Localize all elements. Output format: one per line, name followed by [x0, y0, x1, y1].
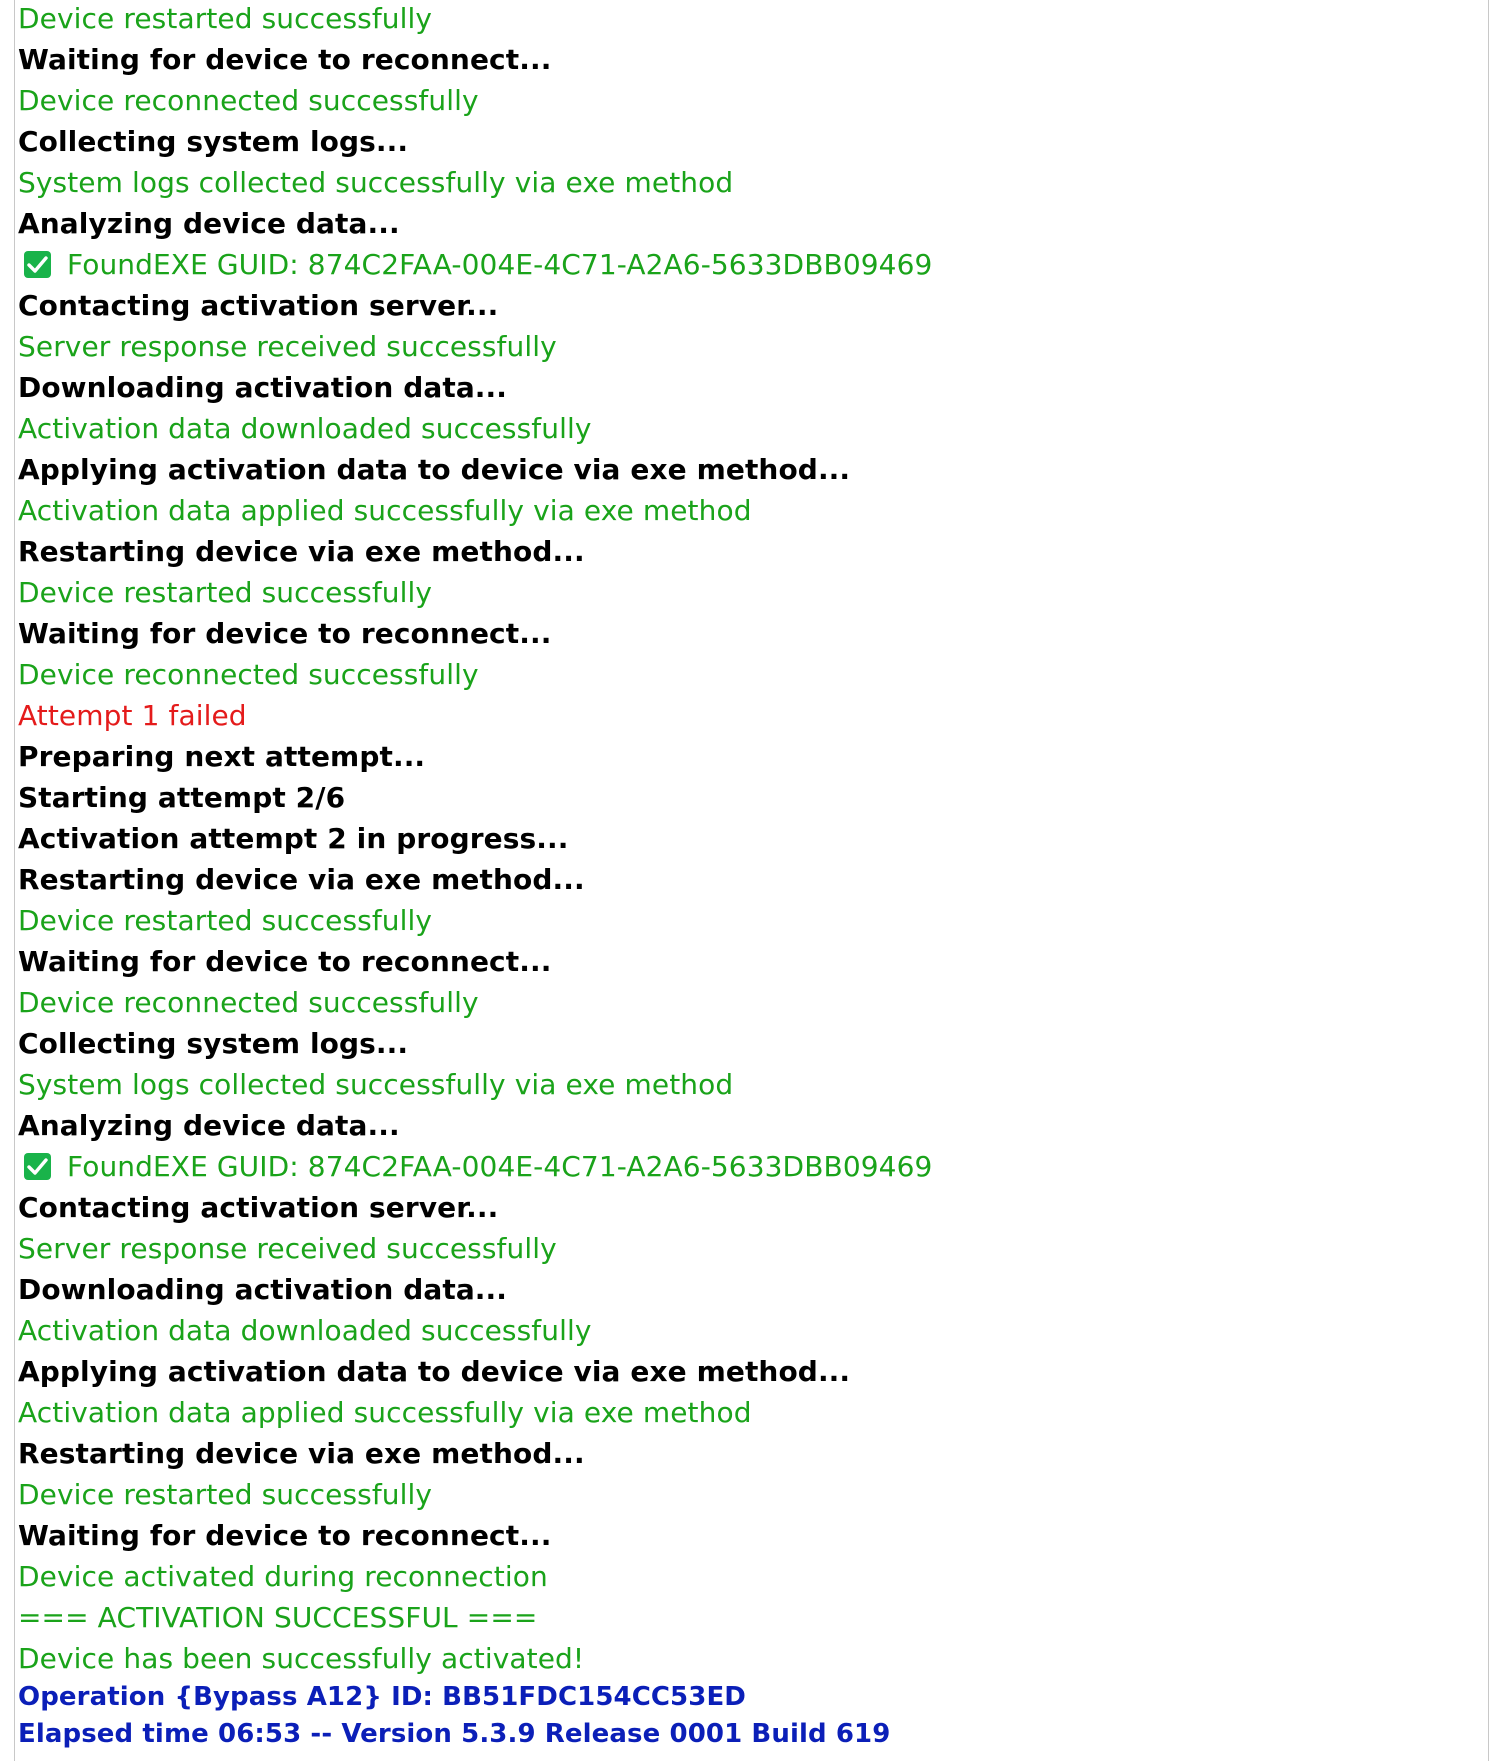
log-line [18, 1392, 1484, 1433]
log-line-text: System logs collected successfully via exe method [18, 166, 734, 199]
log-line-text: Applying activation data to device via exe method... [18, 453, 851, 486]
log-line [18, 1146, 1484, 1187]
log-line-text: Restarting device via exe method... [18, 1437, 585, 1470]
log-line-text: Waiting for device to reconnect... [18, 1519, 552, 1552]
log-line-text: Elapsed time 06:53 -- Version 5.3.9 Release 0001 Build 619 [18, 1719, 891, 1749]
log-line [18, 244, 1484, 285]
log-line-text: Preparing next attempt... [18, 740, 426, 773]
log-line [18, 1679, 1484, 1716]
log-line [18, 941, 1484, 982]
log-line-text: Analyzing device data... [18, 207, 400, 240]
log-line [18, 285, 1484, 326]
log-line-text: Activation attempt 2 in progress... [18, 822, 569, 855]
log-line-text: Device reconnected successfully [18, 84, 479, 117]
log-line-text: Waiting for device to reconnect... [18, 617, 552, 650]
log-line-text: Analyzing device data... [18, 1109, 400, 1142]
check-mark-icon [24, 251, 51, 278]
check-mark-icon [24, 1153, 51, 1180]
log-line-text: Restarting device via exe method... [18, 863, 585, 896]
log-line [18, 654, 1484, 695]
log-line [18, 1638, 1484, 1679]
log-line [18, 1064, 1484, 1105]
log-line [18, 1310, 1484, 1351]
log-panel-right-border [1488, 0, 1489, 1761]
log-line-text: Device restarted successfully [18, 576, 433, 609]
log-line-text: Device restarted successfully [18, 1478, 433, 1511]
log-line [18, 121, 1484, 162]
log-line [18, 1716, 1484, 1753]
log-line [18, 326, 1484, 367]
log-line-text: Applying activation data to device via exe method... [18, 1355, 851, 1388]
log-line [18, 367, 1484, 408]
log-line [18, 1474, 1484, 1515]
log-list [18, 0, 1484, 1753]
log-line [18, 736, 1484, 777]
log-line-text: Operation {Bypass A12} ID: BB51FDC154CC53ED [18, 1682, 746, 1712]
log-line [18, 982, 1484, 1023]
log-line-text: Downloading activation data... [18, 1273, 508, 1306]
log-line-text: Device has been successfully activated! [18, 1642, 585, 1675]
log-line [18, 449, 1484, 490]
log-line-text: Attempt 1 failed [18, 699, 247, 732]
log-line-text: Device activated during reconnection [18, 1560, 548, 1593]
log-line [18, 162, 1484, 203]
log-line-text: FoundEXE GUID: 874C2FAA-004E-4C71-A2A6-5633DBB09469 [67, 1150, 933, 1183]
log-line [18, 0, 1484, 39]
log-line [18, 1597, 1484, 1638]
log-line [18, 490, 1484, 531]
log-line [18, 613, 1484, 654]
log-line [18, 1228, 1484, 1269]
log-line [18, 1269, 1484, 1310]
log-line-text: Restarting device via exe method... [18, 535, 585, 568]
log-line [18, 80, 1484, 121]
log-line [18, 572, 1484, 613]
log-line-text: Contacting activation server... [18, 289, 499, 322]
log-line-text: Waiting for device to reconnect... [18, 43, 552, 76]
log-line-text: Waiting for device to reconnect... [18, 945, 552, 978]
log-line [18, 1023, 1484, 1064]
log-line [18, 408, 1484, 449]
log-line [18, 695, 1484, 736]
log-line [18, 1105, 1484, 1146]
log-panel-left-border [14, 0, 15, 1761]
log-line [18, 1433, 1484, 1474]
log-line [18, 39, 1484, 80]
log-line-text: Starting attempt 2/6 [18, 781, 346, 814]
log-line-text: Downloading activation data... [18, 371, 508, 404]
log-line [18, 1556, 1484, 1597]
log-line-text: Contacting activation server... [18, 1191, 499, 1224]
log-line [18, 203, 1484, 244]
log-line [18, 859, 1484, 900]
log-line-text: FoundEXE GUID: 874C2FAA-004E-4C71-A2A6-5633DBB09469 [67, 248, 933, 281]
log-line-text: Server response received successfully [18, 1232, 557, 1265]
log-line [18, 818, 1484, 859]
log-line-text: Device reconnected successfully [18, 658, 479, 691]
log-line-text: Device reconnected successfully [18, 986, 479, 1019]
log-line [18, 1515, 1484, 1556]
log-line [18, 1187, 1484, 1228]
log-line [18, 777, 1484, 818]
log-line-text: Collecting system logs... [18, 1027, 409, 1060]
log-line-text: Activation data downloaded successfully [18, 412, 592, 445]
log-line [18, 900, 1484, 941]
log-line-text: Activation data applied successfully via exe method [18, 1396, 752, 1429]
log-line-text: System logs collected successfully via exe method [18, 1068, 734, 1101]
log-line-text: Collecting system logs... [18, 125, 409, 158]
log-line-text: Activation data applied successfully via exe method [18, 494, 752, 527]
log-line-text: === ACTIVATION SUCCESSFUL === [18, 1601, 538, 1634]
log-line-text: Device restarted successfully [18, 2, 433, 35]
log-line [18, 531, 1484, 572]
log-line-text: Activation data downloaded successfully [18, 1314, 592, 1347]
log-line-text: Server response received successfully [18, 330, 557, 363]
log-line [18, 1351, 1484, 1392]
log-line-text: Device restarted successfully [18, 904, 433, 937]
